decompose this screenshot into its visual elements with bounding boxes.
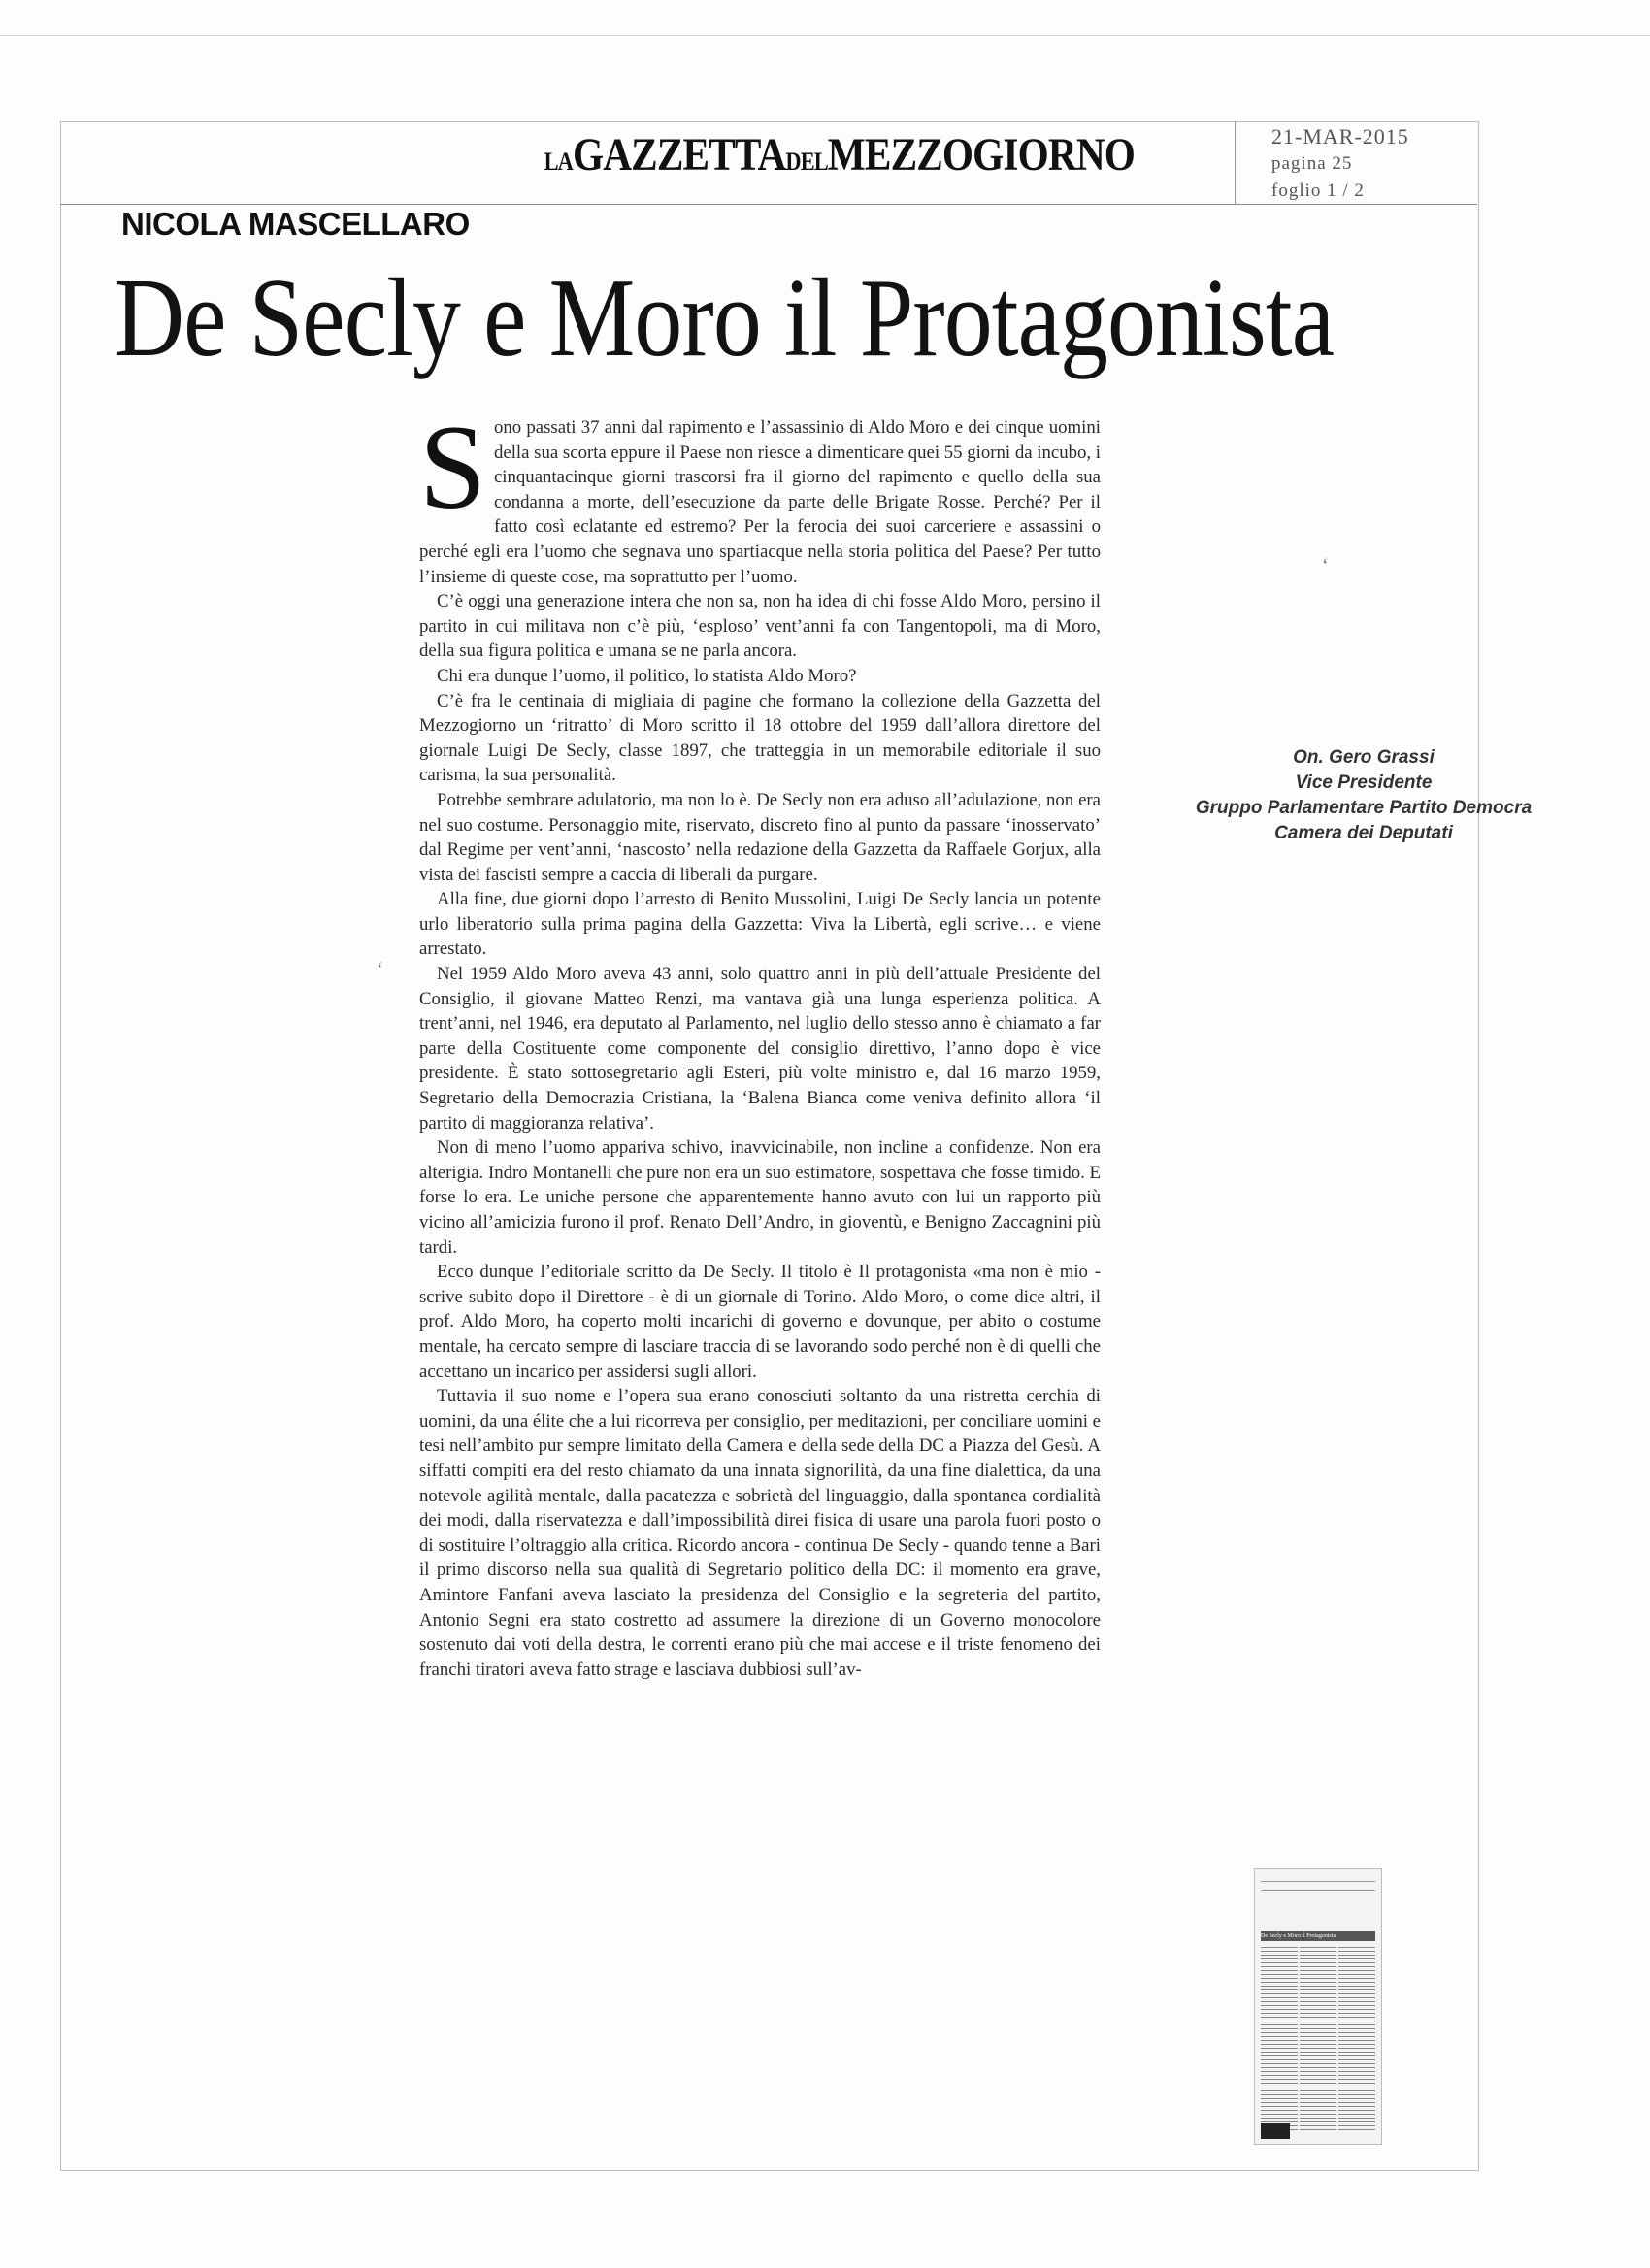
scan-speck: ‘ [1322,555,1329,576]
article-paragraph: Non di meno l’uomo appariva schivo, inavvicinabile, non incline a confidenze. Non era alterigia. Indro Montanelli che pure non era un suo estimatore, sospettava che fosse timido. E forse lo era. Le uniche persone che apparentemente hanno avuto con lui un rapporto più vicino all’amicizia furono il prof. Renato Dell’Andro, in gioventù, e Benigno Zaccagnini più tardi. [419,1137,1101,1258]
thumbnail-column [1300,1947,1336,2131]
masthead-preposition: DEL [785,148,828,176]
paragraph-text: ono passati 37 anni dal rapimento e l’assassinio di Aldo Moro e dei cinque uomini della sua scorta eppure il Paese non riesce a dimenticare quei 55 giorni da incubo, i cinquantacinque giorni trascorsi fra il giorno del rapimento e quello della sua condanna a morte, dell’esecuzione da parte delle Brigate Rosse. Perché? Per il fatto così eclatante ed estremo? Per la ferocia dei suoi carceriere e assassini o perché egli era l’uomo che segnava uno spartiacque nella storia politica del Paese? Per tutto l’insieme di queste cose, ma soprattutto per l’uomo. [419,417,1101,587]
drop-cap: S [419,401,486,534]
article-paragraph: C’è oggi una generazione intera che non sa, non ha idea di chi fosse Aldo Moro, persino il partito in cui militava non c’è più, ‘esploso’ vent’anni fa con Tangentopoli, ma di Moro, della sua figura politica e umana se ne parla ancora. [419,591,1101,662]
thumbnail-column [1338,1947,1375,2131]
signature-group: Gruppo Parlamentare Partito Democra [1195,798,1533,818]
thumbnail-column [1261,1947,1298,2131]
stamp-sheet: foglio 1 / 2 [1271,181,1365,201]
header-rule [60,204,1477,205]
masthead-word-gazzetta: GAZZETTA [572,129,786,181]
signature-role: Vice Presidente [1295,772,1433,793]
article-paragraph: Ecco dunque l’editoriale scritto da De Secly. Il titolo è Il protagonista «ma non è mio - scrive subito dopo il Direttore - è di un giornale di Torino. Aldo Moro, o come dice altri, il prof. Aldo Moro, ha coperto molti incarichi di governo e dovunque, per abito o costume mentale, ha cercato sempre di lasciare traccia di se lavorando sodo perché non è di quelli che accettano un incarico per assidersi sugli allori. [419,1262,1101,1382]
article-paragraph [419,401,1101,589]
article-paragraph: Alla fine, due giorni dopo l’arresto di Benito Mussolini, Luigi De Secly lancia un potente urlo liberatorio sulla prima pagina della Gazzetta: Viva la Libertà, egli scrive… e viene arrestato. [419,889,1101,960]
article-headline: De Secly e Moro il Protagonista [115,256,1335,380]
masthead-word-mezzogiorno: MEZZOGIORNO [827,129,1136,181]
signature-chamber: Camera dei Deputati [1274,823,1453,843]
article-paragraph: Nel 1959 Aldo Moro aveva 43 anni, solo quattro anni in più dell’attuale Presidente del Consiglio, il giovane Matteo Renzi, ma vantava già una lunga esperienza politica. A trent’anni, nel 1946, era deputato al Parlamento, nel luglio dello stesso anno è chiamato a far parte della Costituente come componente del consiglio direttivo, l’anno dopo è vice presidente. È stato sottosegretario agli Esteri, più volte ministro e, dal 16 marzo 1959, Segretario della Democrazia Cristiana, la ‘Balena Bianca come veniva definito allora ‘il partito di maggioranza relativa’. [419,964,1101,1134]
page-thumbnail [1254,1868,1382,2145]
article-paragraph: C’è fra le centinaia di migliaia di pagine che formano la collezione della Gazzetta del Mezzogiorno un ‘ritratto’ di Moro scritto il 18 ottobre del 1959 dall’allora direttore del giornale Luigi De Secly, classe 1897, che tratteggia in un memorabile editoriale il suo carisma, la sua personalità. [419,690,1101,786]
thumbnail-logo [1261,2123,1290,2139]
masthead-article: LA [544,148,573,176]
article-body [419,401,1101,1682]
newspaper-masthead [544,128,1136,181]
author-byline: NICOLA MASCELLARO [121,206,470,242]
scan-top-rule [0,35,1650,36]
article-paragraph: Tuttavia il suo nome e l’opera sua erano conosciuti soltanto da una ristretta cerchia di uomini, da una élite che a lui ricorreva per consiglio, per meditazioni, per conciliare uomini e tesi nell’ambito pur sempre limitato della Camera e della sede della DC a Piazza del Gesù. A siffatti compiti era del resto chiamato da una innata signorilità, da una fine dialettica, da una notevole agilità mentale, dalla pacatezza e sobrietà del linguaggio, dalla spontanea cordialità dei modi, dalla riservatezza e dall’impossibilità direi fisica di usare una parola fuori posto o di sostituire l’oltraggio alla critica. Ricordo ancora - continua De Secly - quando tenne a Bari il primo discorso nella sua qualità di Segretario politico della DC: il momento era grave, Amintore Fanfani aveva lasciato la presidenza del Consiglio e la segreteria del partito, Antonio Segni era stato costretto ad assumere la direzione di un Governo monocolore sostenuto dai voti della destra, le correnti erano più che mai accese e il triste fenomeno dei franchi tiratori aveva fatto strage e lasciava dubbiosi sull’av- [419,1386,1101,1680]
thumbnail-rule [1261,1890,1375,1891]
thumbnail-headline: De Secly e Moro il Protagonista [1261,1931,1375,1941]
article-paragraph: Chi era dunque l’uomo, il politico, lo statista Aldo Moro? [437,665,857,686]
signature-stamp [1160,745,1568,846]
scan-speck: ‘ [377,959,383,980]
thumbnail-rule [1261,1881,1375,1882]
article-paragraph: Potrebbe sembrare adulatorio, ma non lo è. De Secly non era aduso all’adulazione, non era nel suo costume. Personaggio mite, riservato, discreto fino al punto da passare ‘inosservato’ dal Regime per vent’anni, ‘nascosto’ nella redazione della Gazzetta da Raffaele Gorjux, alla vista dei fascisti sempre a caccia di liberali da purgare. [419,789,1101,885]
signature-name: On. Gero Grassi [1293,747,1435,768]
stamp-page: pagina 25 [1271,153,1353,174]
stamp-date: 21-MAR-2015 [1271,124,1409,148]
